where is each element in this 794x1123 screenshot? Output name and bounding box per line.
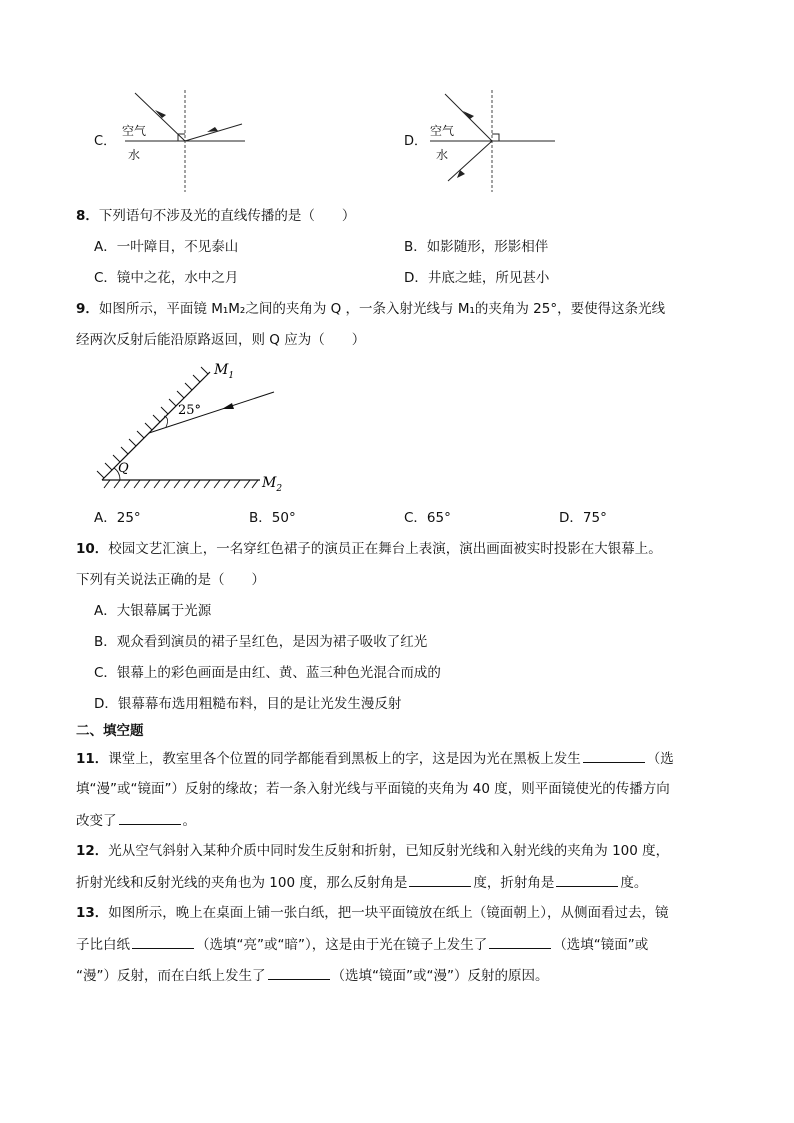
q11-line3	[76, 810, 196, 831]
q13-text-3b: （选填“镜面”或“漫”）反射的原因。	[331, 968, 549, 984]
m1-label: $M_1$	[214, 362, 235, 381]
q9-option-a: A．25°	[94, 510, 141, 526]
q9-stem-line2: 经两次反射后能沿原路返回，则 Q 应为（ ）	[76, 332, 366, 348]
q-angle-label: Q	[118, 461, 129, 476]
q8-option-a: A．一叶障目，不见泰山	[94, 239, 239, 255]
q13-text-1: 如图所示，晚上在桌面上铺一张白纸，把一块平面镜放在纸上（镜面朝上），从侧面看过去，镜	[108, 905, 669, 921]
q13-line3	[76, 965, 548, 986]
q13-number: 13．	[76, 905, 109, 921]
q8-stem	[76, 206, 355, 226]
q11-text-1b: （选	[646, 751, 674, 767]
q11-text-3a: 改变了	[76, 813, 117, 829]
q8-option-c: C．镜中之花，水中之月	[94, 270, 239, 286]
q11-number: 11．	[76, 751, 109, 767]
diagram-c-water-label: 水	[128, 148, 141, 162]
diagram-d-letter: D．	[404, 134, 428, 149]
diagram-c-figure	[90, 88, 260, 198]
q10-stem-line1	[76, 539, 662, 559]
diagram-d	[400, 88, 570, 198]
q13-line1	[76, 903, 669, 923]
q11-line2: 填“漫”或“镜面”）反射的缘故；若一条入射光线与平面镜的夹角为 40 度，则平面镜使光的传播方向	[76, 781, 670, 797]
q12-line2	[76, 872, 647, 893]
diagram-c-air-label: 空气	[122, 124, 147, 138]
q12-text-2c: 度。	[620, 875, 648, 891]
diagram-d-air-label: 空气	[430, 124, 455, 138]
q9-number: 9．	[76, 301, 99, 317]
q8-number: 8．	[76, 208, 99, 224]
q13-blank-2[interactable]	[489, 934, 551, 949]
q13-text-2b: （选填“亮”或“暗”），这是由于光在镜子上发生了	[196, 937, 488, 953]
q11-text-1a: 课堂上，教室里各个位置的同学都能看到黑板上的字，这是因为光在黑板上发生	[108, 751, 581, 767]
q8-option-d: D．井底之蛙，所见甚小	[404, 270, 550, 286]
q10-option-a: A．大银幕属于光源	[94, 603, 212, 619]
q13-blank-1[interactable]	[132, 934, 194, 949]
q10-text-1: 校园文艺汇演上，一名穿红色裙子的演员正在舞台上表演，演出画面被实时投影在大银幕上。	[108, 541, 662, 557]
q9-option-b: B．50°	[249, 510, 296, 526]
diagram-d-figure	[400, 88, 570, 198]
section-heading: 二、填空题	[76, 723, 144, 739]
q10-option-b: B．观众看到演员的裙子呈红色，是因为裙子吸收了红光	[94, 634, 428, 650]
q10-option-d: D．银幕幕布选用粗糙布料，目的是让光发生漫反射	[94, 696, 402, 712]
q12-blank-1[interactable]	[409, 872, 471, 887]
q13-blank-3[interactable]	[268, 965, 330, 980]
q11-text-3b: 。	[182, 813, 196, 829]
q9-figure	[92, 358, 292, 498]
q9-option-c: C．65°	[404, 510, 451, 526]
m2-label: $M_2$	[262, 475, 283, 494]
q9-text-1: 如图所示，平面镜 M₁M₂之间的夹角为 Q ，一条入射光线与 M₁的夹角为 25°，要使得这条光线	[98, 301, 666, 317]
diagram-c-letter: C．	[94, 134, 117, 149]
diagram-c	[90, 88, 260, 198]
q11-blank-1[interactable]	[583, 748, 645, 763]
angle-label: 25°	[178, 403, 202, 418]
q12-text-1: 光从空气斜射入某种介质中同时发生反射和折射，已知反射光线和入射光线的夹角为 100 度，	[108, 843, 670, 859]
q10-number: 10．	[76, 541, 109, 557]
q12-text-2a: 折射光线和反射光线的夹角也为 100 度，那么反射角是	[76, 875, 408, 891]
q8-text: 下列语句不涉及光的直线传播的是（ ）	[98, 208, 356, 224]
q13-text-2a: 子比白纸	[76, 937, 130, 953]
q13-line2	[76, 934, 648, 955]
q8-option-b: B．如影随形，形影相伴	[404, 239, 549, 255]
q11-blank-2[interactable]	[119, 810, 181, 825]
q12-number: 12．	[76, 843, 109, 859]
q9-stem-line1	[76, 299, 665, 319]
q10-stem-line2: 下列有关说法正确的是（ ）	[76, 572, 265, 588]
q10-option-c: C．银幕上的彩色画面是由红、黄、蓝三种色光混合而成的	[94, 665, 441, 681]
q13-text-3a: “漫”）反射，而在白纸上发生了	[76, 968, 266, 984]
q13-text-2c: （选填“镜面”或	[553, 937, 649, 953]
q12-text-2b: 度，折射角是	[473, 875, 555, 891]
diagram-d-water-label: 水	[436, 148, 449, 162]
q12-blank-2[interactable]	[556, 872, 618, 887]
q9-option-d: D．75°	[559, 510, 607, 526]
mirror-diagram	[92, 358, 292, 498]
q11-line1	[76, 748, 674, 769]
q12-line1	[76, 841, 669, 861]
